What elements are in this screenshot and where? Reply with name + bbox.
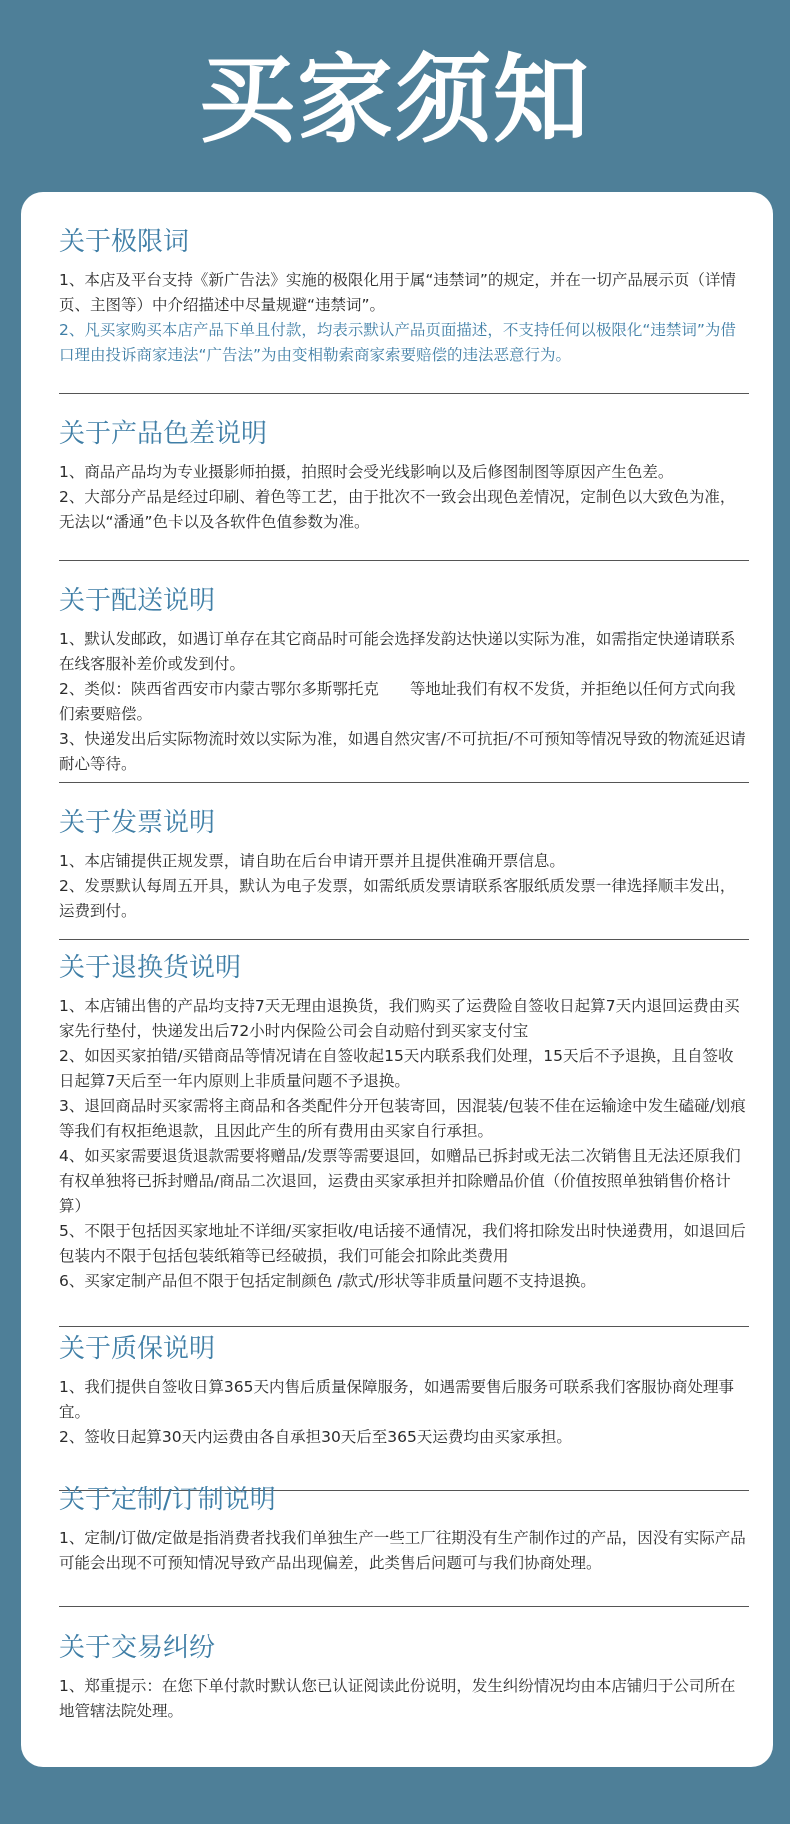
section-heading: 关于定制/订制说明 [59, 1485, 276, 1515]
section-item: 2、如因买家拍错/买错商品等情况请在自签收起15天内联系我们处理，15天后不予退换，且自签收日起算7天后至一年内原则上非质量问题不予退换。 [59, 1047, 734, 1090]
page-title: 买家须知 [199, 44, 591, 156]
section-divider [59, 393, 749, 394]
section-item: 1、默认发邮政，如遇订单存在其它商品时可能会选择发韵达快递以实际为准，如需指定快递请联系在线客服补差价或发到付。 [59, 630, 736, 673]
section-item: 4、如买家需要退货退款需要将赠品/发票等需要退回，如赠品已拆封或无法二次销售且无法还原我们有权单独将已拆封赠品/商品二次退回，运费由买家承担并扣除赠品价值（价值按照单独销售价格计算） [59, 1147, 741, 1215]
section-divider [59, 1606, 749, 1607]
section-delivery [59, 585, 749, 777]
section-warranty [59, 1333, 749, 1450]
section-heading: 关于极限词 [59, 227, 190, 257]
section-item: 3、退回商品时买家需将主商品和各类配件分开包装寄回，因混装/包装不佳在运输途中发生磕碰/划痕等我们有权拒绝退款，且因此产生的所有费用由买家自行承担。 [59, 1097, 746, 1140]
section-heading: 关于发票说明 [59, 808, 216, 838]
section-item: 1、本店铺出售的产品均支持7天无理由退换货，我们购买了运费险自签收日起算7天内退回运费由买家先行垫付，快递发出后72小时内保险公司会自动赔付到买家支付宝 [59, 997, 740, 1040]
section-item: 1、郑重提示：在您下单付款时默认您已认证阅读此份说明，发生纠纷情况均由本店铺归于公司所在地管辖法院处理。 [59, 1677, 736, 1720]
section-divider [59, 560, 749, 561]
section-heading: 关于质保说明 [59, 1334, 216, 1364]
section-item: 2、大部分产品是经过印刷、着色等工艺，由于批次不一致会出现色差情况，定制色以大致色为准，无法以“潘通”色卡以及各软件色值参数为准。 [59, 488, 736, 531]
section-customization [59, 1484, 749, 1576]
section-divider [59, 782, 749, 783]
section-heading: 关于配送说明 [59, 586, 216, 616]
section-disputes [59, 1632, 749, 1724]
section-invoice [59, 807, 749, 924]
section-heading: 关于产品色差说明 [59, 419, 268, 449]
section-item: 1、本店及平台支持《新广告法》实施的极限化用于属“违禁词”的规定，并在一切产品展示页（详情页、主图等）中介绍描述中尽量规避“违禁词”。 [59, 271, 736, 314]
section-divider [59, 939, 749, 940]
section-item: 2、发票默认每周五开具，默认为电子发票，如需纸质发票请联系客服纸质发票一律选择顺丰发出，运费到付。 [59, 877, 736, 920]
section-item: 1、商品产品均为专业摄影师拍摄，拍照时会受光线影响以及后修图制图等原因产生色差。 [59, 463, 674, 481]
section-extreme-words [59, 226, 749, 368]
section-color-difference [59, 418, 749, 535]
section-item: 2、签收日起算30天内运费由各自承担30天后至365天运费均由买家承担。 [59, 1428, 572, 1446]
section-item: 2、类似：陕西省西安市内蒙古鄂尔多斯鄂托克 等地址我们有权不发货，并拒绝以任何方式向我们索要赔偿。 [59, 680, 736, 723]
section-returns [59, 952, 749, 1294]
section-item: 3、快递发出后实际物流时效以实际为准，如遇自然灾害/不可抗拒/不可预知等情况导致的物流延迟请耐心等待。 [59, 730, 746, 773]
section-item: 5、不限于包括因买家地址不详细/买家拒收/电话接不通情况，我们将扣除发出时快递费用，如退回后包装内不限于包括包装纸箱等已经破损，我们可能会扣除此类费用 [59, 1222, 746, 1265]
section-item: 1、我们提供自签收日算365天内售后质量保障服务，如遇需要售后服务可联系我们客服协商处理事宜。 [59, 1378, 734, 1421]
notice-card [21, 192, 773, 1767]
section-heading: 关于退换货说明 [59, 953, 242, 983]
section-heading: 关于交易纠纷 [59, 1633, 216, 1663]
section-item: 1、定制/订做/定做是指消费者找我们单独生产一些工厂往期没有生产制作过的产品，因没有实际产品可能会出现不可预知情况导致产品出现偏差，此类售后问题可与我们协商处理。 [59, 1529, 746, 1572]
section-item-highlighted: 2、凡买家购买本店产品下单且付款，均表示默认产品页面描述，不支持任何以极限化“违禁词”为借口理由投诉商家违法“广告法”为由变相勒索商家索要赔偿的违法恶意行为。 [59, 321, 736, 364]
section-divider [59, 1326, 749, 1327]
section-item: 6、买家定制产品但不限于包括定制颜色 /款式/形状等非质量问题不支持退换。 [59, 1272, 596, 1290]
section-item: 1、本店铺提供正规发票，请自助在后台申请开票并且提供准确开票信息。 [59, 852, 565, 870]
